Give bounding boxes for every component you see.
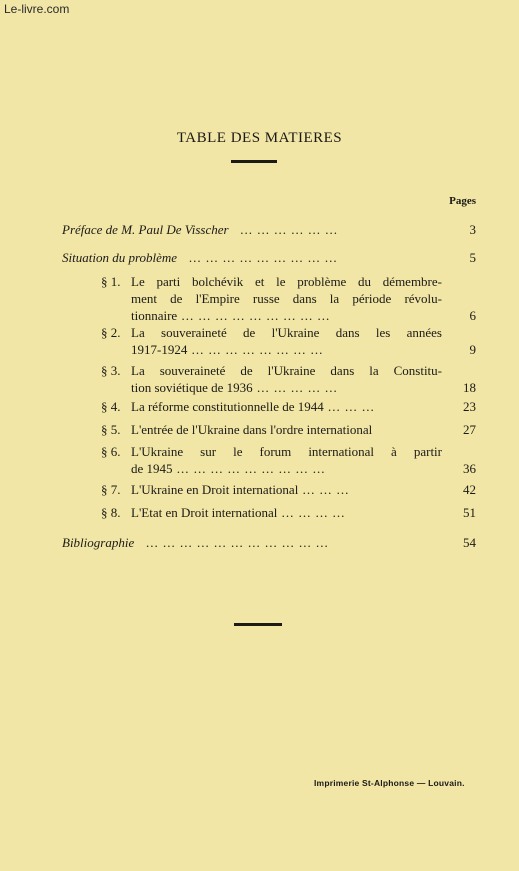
pages-column-header: Pages [449,195,476,207]
section-number: § 2. [101,325,121,340]
toc-section-7[interactable] [101,481,476,498]
watermark: Le-livre.com [4,2,70,16]
toc-entry-situation[interactable] [62,249,476,266]
section-number: § 7. [101,482,121,497]
section-line: L'entrée de l'Ukraine dans l'ordre international [131,422,373,437]
toc-section-6[interactable] [101,443,476,477]
toc-entry-page: 5 [469,250,476,265]
section-line: ment de l'Empire russe dans la période révolu- [131,291,442,306]
section-line: La souveraineté de l'Ukraine dans les années [131,325,442,340]
toc-entry-page: 3 [469,222,476,237]
section-line: L'Etat en Droit international ... ... ... ... [131,505,346,520]
toc-entry-page: 9 [469,342,476,357]
toc-entry-label: Situation du problème [62,250,178,265]
section-number: § 8. [101,505,121,520]
toc-section-1[interactable] [101,273,476,324]
section-number: § 4. [101,399,121,414]
page-title: TABLE DES MATIERES [176,130,343,146]
toc-entry-page: 18 [463,380,476,395]
toc-entry-page: 42 [463,482,476,497]
title-rule [231,160,277,163]
toc-entry-label: Préface de M. Paul De Visscher [62,222,229,237]
leader-dots: ... ... ... ... ... ... [231,222,339,237]
toc-section-5[interactable] [101,421,476,438]
toc-entry-label: Bibliographie [62,535,135,550]
section-line: Le parti bolchévik et le problème du démembre- [131,274,442,289]
section-number: § 6. [101,444,121,459]
toc-entry-preface[interactable] [62,221,476,238]
end-rule [234,623,282,626]
toc-section-2[interactable] [101,324,476,358]
leader-dots: ... ... ... ... ... ... ... ... ... ... ... [137,535,329,550]
toc-section-4[interactable] [101,398,476,415]
section-number: § 1. [101,274,121,289]
toc-section-3[interactable] [101,362,476,396]
toc-section-8[interactable] [101,504,476,521]
toc-entry-page: 27 [463,422,476,437]
section-number: § 3. [101,363,121,378]
leader-dots: ... ... ... ... ... ... ... ... ... [180,250,338,265]
section-line: L'Ukraine en Droit international ... ... ... [131,482,350,497]
toc-entry-page: 51 [463,505,476,520]
section-line: L'Ukraine sur le forum international à partir [131,444,442,459]
toc-entry-page: 6 [469,308,476,323]
section-line: de 1945 ... ... ... ... ... ... ... ... ... [131,461,326,476]
section-number: § 5. [101,422,121,437]
toc-entry-bibliographie[interactable] [62,534,476,551]
toc-entry-page: 54 [463,535,476,550]
toc-entry-page: 36 [463,461,476,476]
section-line: 1917-1924 ... ... ... ... ... ... ... ... [131,342,324,357]
section-line: La réforme constitutionnelle de 1944 ... ... ... [131,399,375,414]
section-line: tion soviétique de 1936 ... ... ... ... ... [131,380,338,395]
section-line: La souveraineté de l'Ukraine dans la Constitu- [131,363,442,378]
printer-imprint: Imprimerie St-Alphonse — Louvain. [314,778,465,788]
section-line: tionnaire ... ... ... ... ... ... ... ... ... [131,308,331,323]
toc-entry-page: 23 [463,399,476,414]
